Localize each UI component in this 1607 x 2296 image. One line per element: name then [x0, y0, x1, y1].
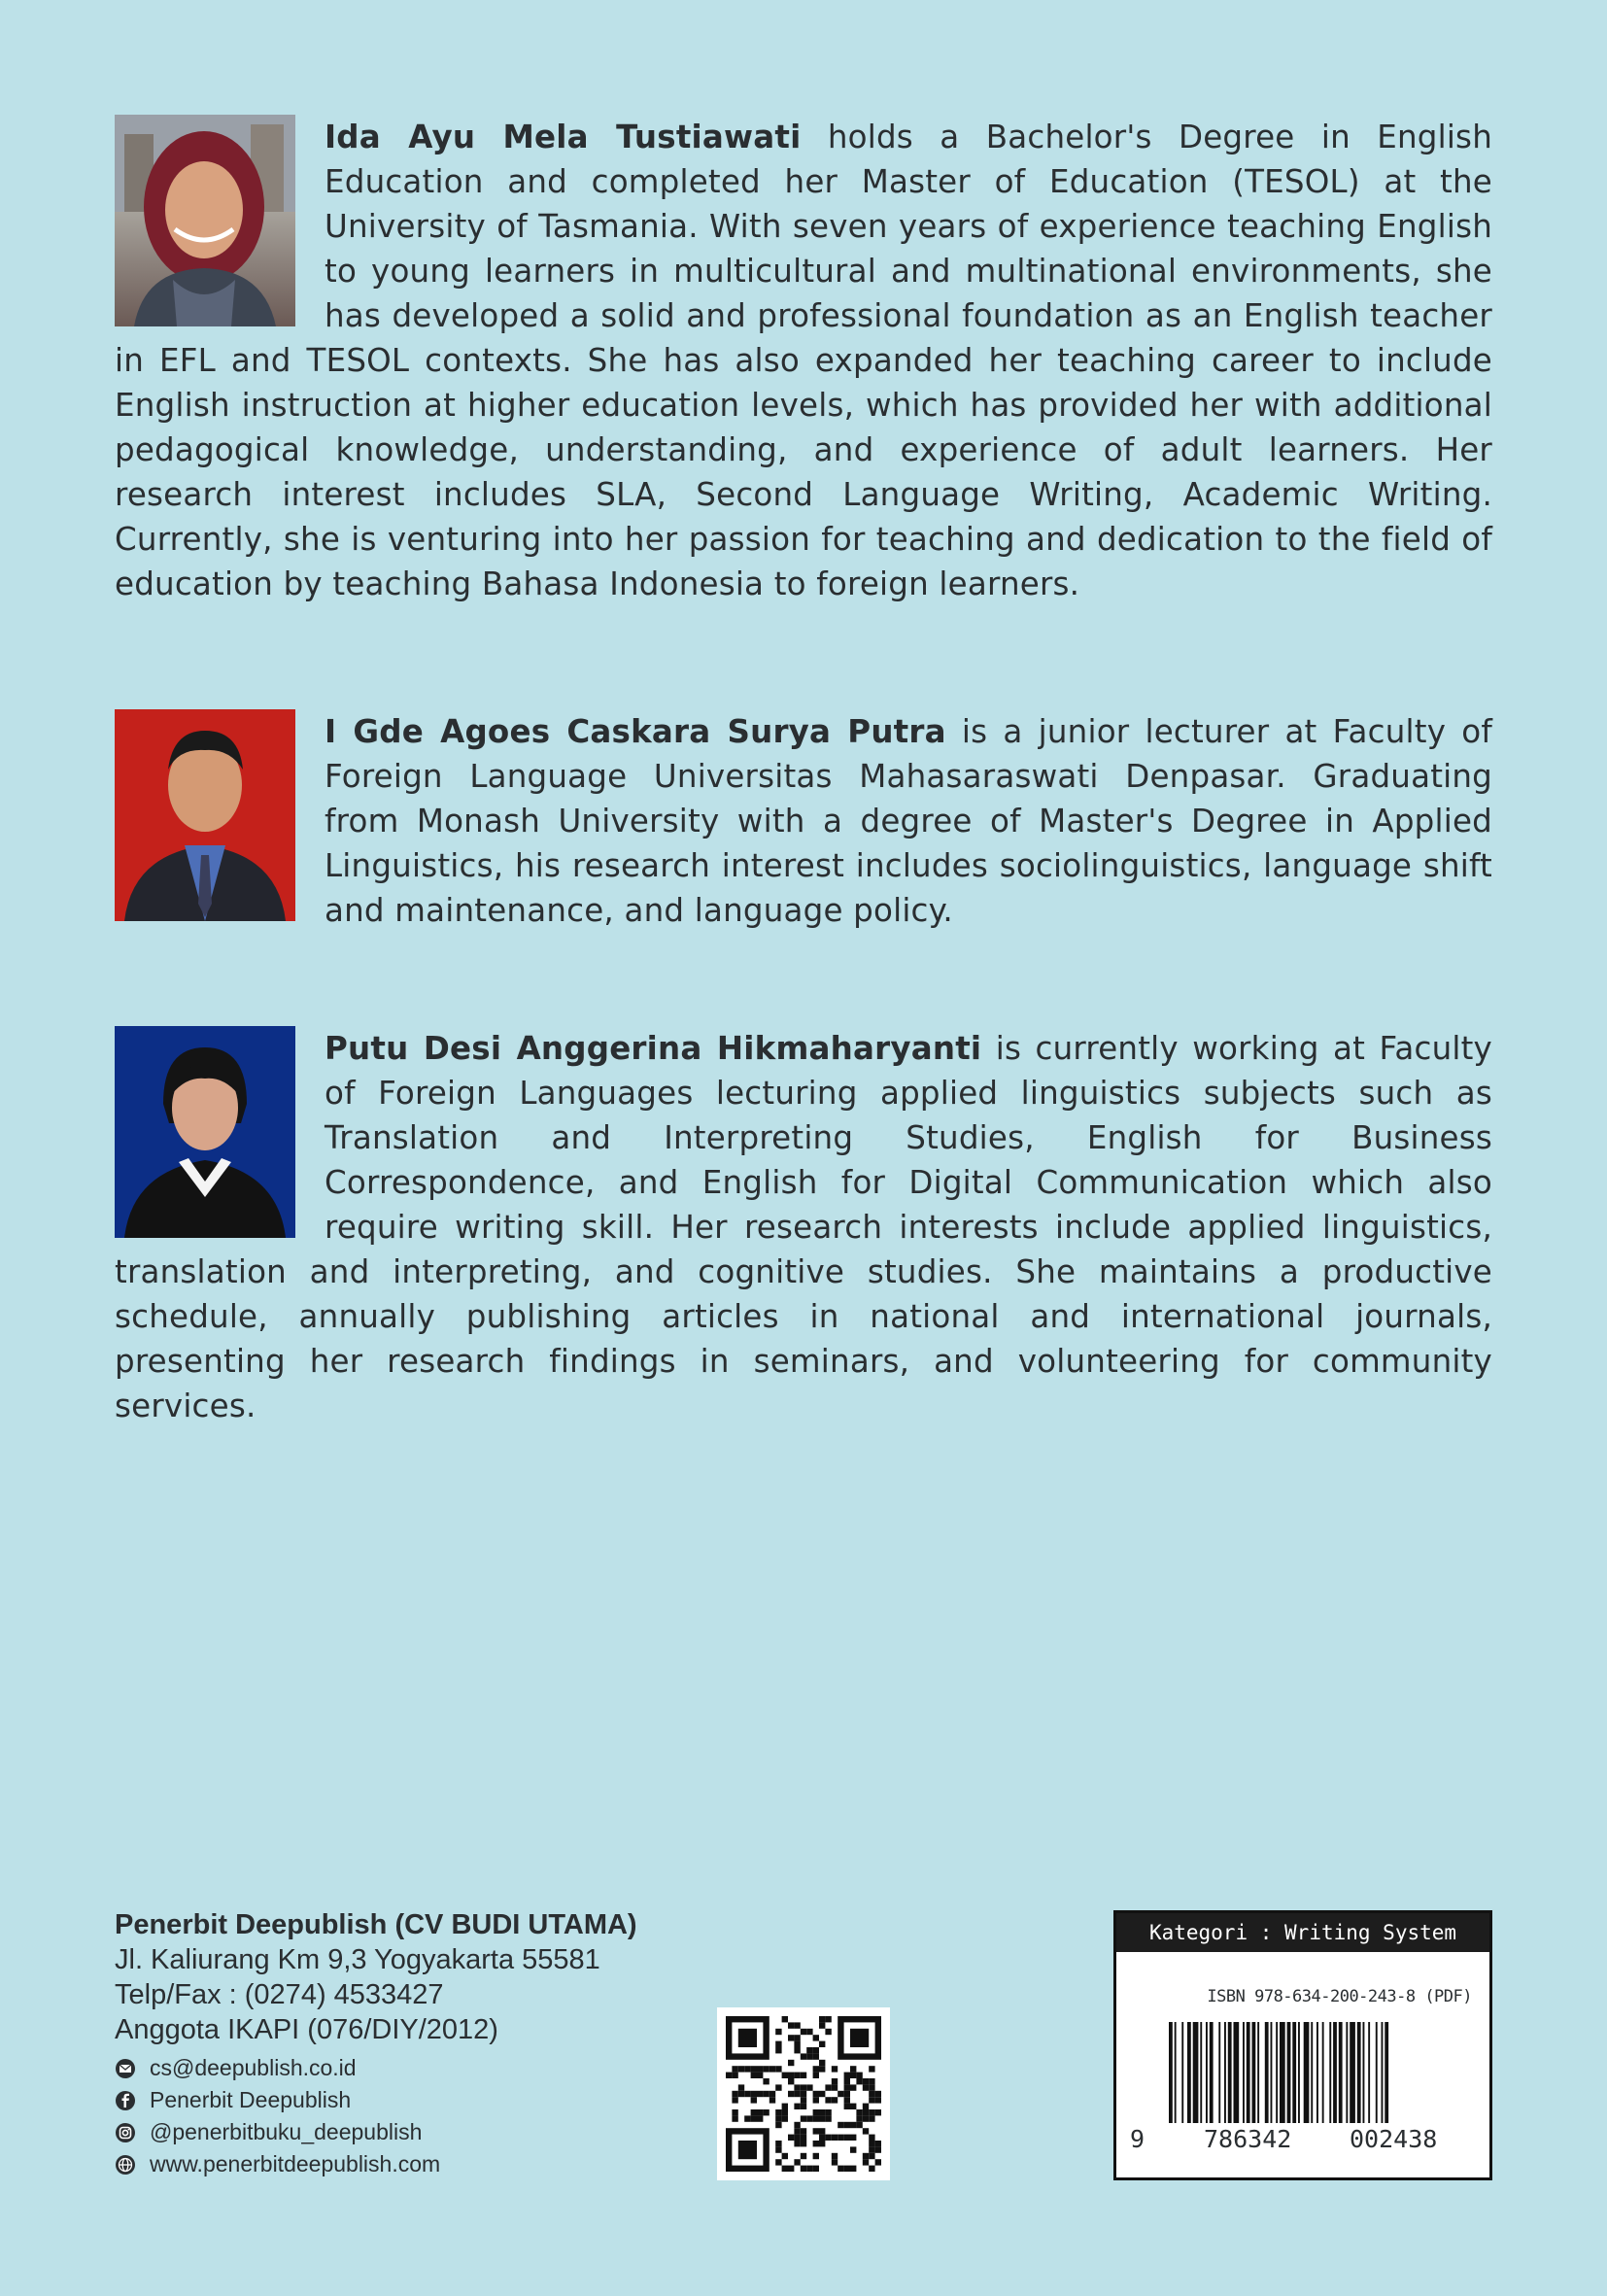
author-text-2: is a junior lecturer at Faculty of Foreign Language Universitas Mahasaraswati Denpasar. Graduating from Monash University with a degree of Master's Degree in Applied Linguistics, his research interest includes sociolinguistics, language shift and maintenance, and language policy. [325, 713, 1492, 929]
contact-email[interactable] [115, 2052, 440, 2084]
publisher-contacts [115, 2052, 440, 2180]
publisher-member: Anggota IKAPI (076/DIY/2012) [115, 2014, 498, 2045]
author-name-3: Putu Desi Anggerina Hikmaharyanti [325, 1030, 982, 1067]
author-bio-1 [115, 115, 1492, 606]
author-bio-2 [115, 709, 1492, 933]
author-photo-3 [115, 1026, 295, 1238]
publisher-info [115, 1907, 637, 2047]
email-icon [115, 2058, 136, 2079]
author-text-1: holds a Bachelor's Degree in English Education and completed her Master of Education (TESOL) at the University of Tasmania. With seven years of experience teaching English to young learners in multicultural and multinational environments, she has developed a solid and professional foundation as an English teacher in EFL and TESOL contexts. She has also expanded her teaching career to include English instruction at higher education levels, which has provided her with additional pedagogical knowledge, understanding, and experience of adult learners. Her research interest includes SLA, Second Language Writing, Academic Writing. Currently, she is venturing into her passion for teaching and dedication to the field of education by teaching Bahasa Indonesia to foreign learners. [115, 119, 1492, 602]
author-name-1: Ida Ayu Mela Tustiawati [325, 119, 802, 155]
barcode-digit-first: 9 [1130, 2125, 1145, 2153]
contact-website-text: www.penerbitdeepublish.com [150, 2151, 441, 2176]
contact-website[interactable] [115, 2148, 440, 2180]
author-name-2: I Gde Agoes Caskara Surya Putra [325, 713, 946, 750]
publisher-phone: Telp/Fax : (0274) 4533427 [115, 1979, 444, 2010]
contact-instagram-text: @penerbitbuku_deepublish [150, 2119, 423, 2144]
facebook-icon [115, 2090, 136, 2111]
barcode-digits-right: 002438 [1350, 2125, 1438, 2153]
contact-facebook-text: Penerbit Deepublish [150, 2087, 352, 2112]
barcode-digits-left: 786342 [1204, 2125, 1292, 2153]
qr-code-graphic [717, 2007, 890, 2180]
author-photo-2 [115, 709, 295, 921]
publisher-name: Penerbit Deepublish (CV BUDI UTAMA) [115, 1909, 637, 1940]
contact-instagram[interactable] [115, 2116, 440, 2148]
instagram-icon [115, 2122, 136, 2143]
author-bio-3 [115, 1026, 1492, 1428]
qr-code[interactable] [717, 2007, 890, 2180]
publisher-address: Jl. Kaliurang Km 9,3 Yogyakarta 55581 [115, 1944, 600, 1975]
isbn-number: ISBN 978-634-200-243-8 (PDF) [1207, 1987, 1472, 2006]
author-text-3: is currently working at Faculty of Foreign Languages lecturing applied linguistics subjects such as Translation and Interpreting Studies, English for Business Correspondence, and English for Digital Communication which also require writing skill. Her research interests include applied linguistics, translation and interpreting, and cognitive studies. She maintains a productive schedule, annually publishing articles in national and international journals, presenting her research findings in seminars, and volunteering for community services. [115, 1030, 1492, 1424]
barcode-graphic [1169, 2022, 1460, 2123]
isbn-category: Kategori : Writing System [1116, 1913, 1489, 1952]
globe-icon [115, 2154, 136, 2176]
contact-facebook[interactable] [115, 2084, 440, 2116]
contact-email-text: cs@deepublish.co.id [150, 2055, 357, 2080]
author-photo-1 [115, 115, 295, 326]
isbn-barcode-box [1113, 1910, 1492, 2180]
